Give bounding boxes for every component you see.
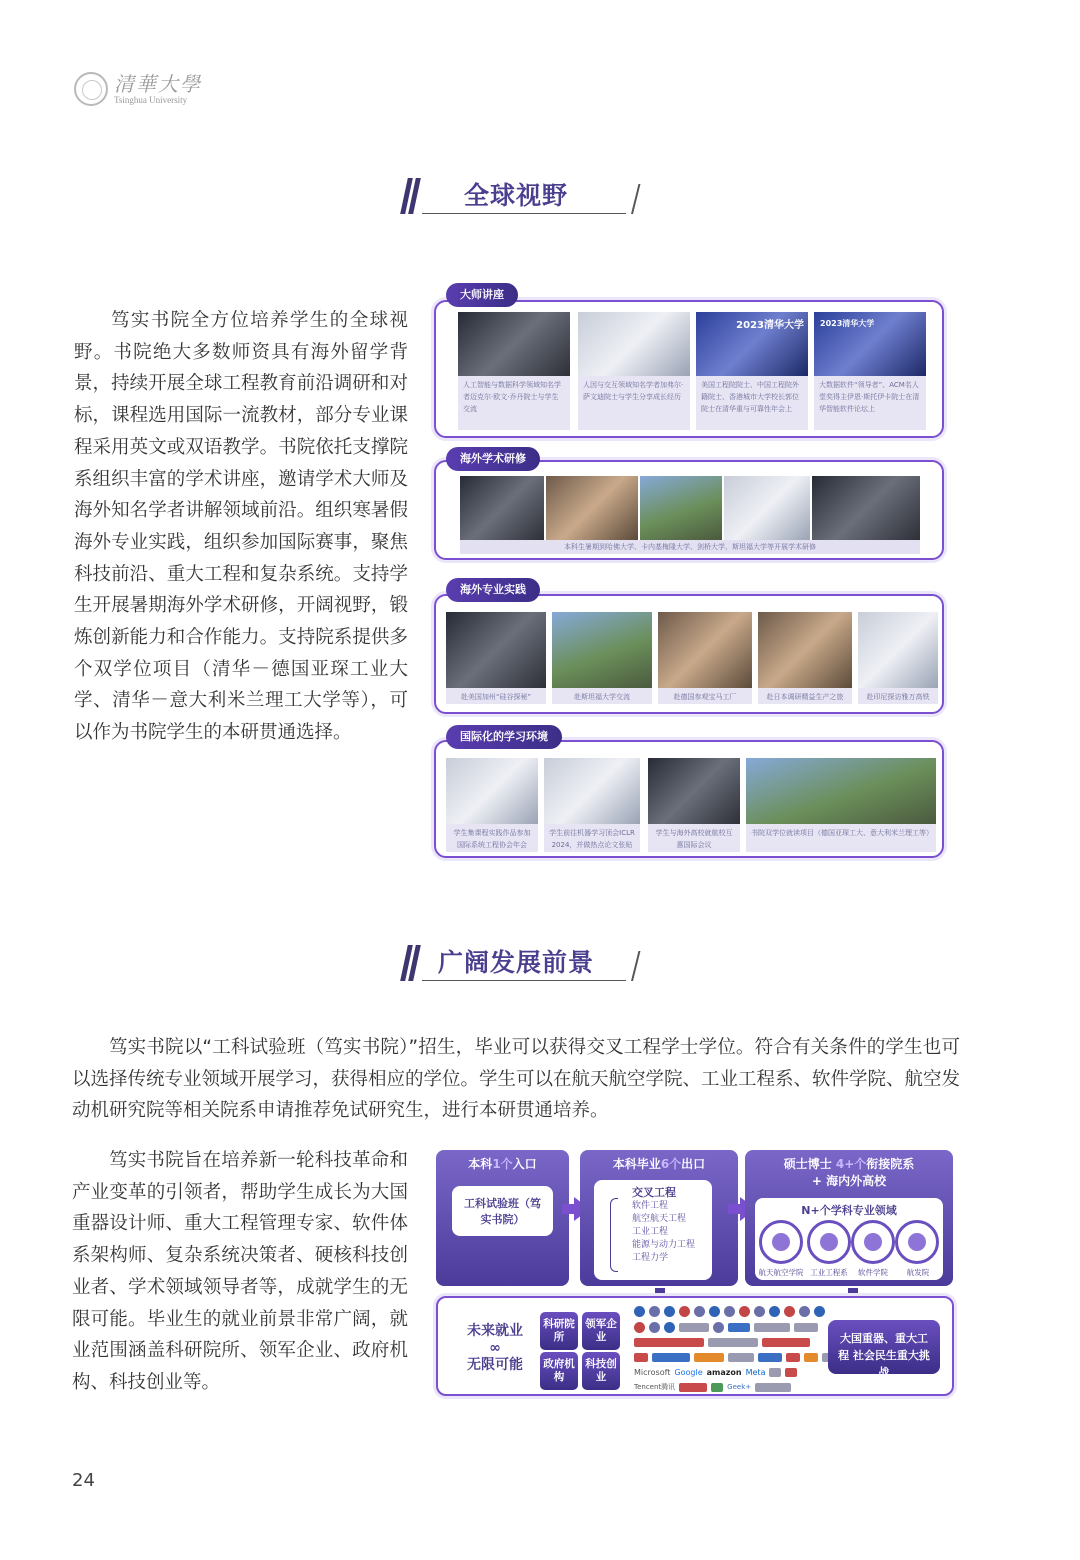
employer-logos <box>634 1353 836 1362</box>
exit-list: 交叉工程 软件工程 航空航天工程 工业工程 能源与动力工程 工程力学 <box>594 1180 712 1280</box>
section-heading-prospects <box>400 943 632 983</box>
grad-heading: 硕士博士 4+个衔接院系 + 海内外高校 <box>783 1157 915 1188</box>
government-badge: 政府机构 <box>540 1352 578 1390</box>
photo-caption: 学生与海外高校就航校互惠国际会议 <box>648 824 740 852</box>
prospects-paragraph-1: 笃实书院以“工科试验班（笃实书院）”招生，毕业可以获得交叉工程学士学位。符合有关条件的学生也可以选择传统专业领域开展学习，获得相应的学位。学生可以在航天航空学院、工业工程系、软件学院、航空发动机研究院等相关院系申请推荐免试研究生，进行本研贯通培养。 <box>72 1037 961 1122</box>
entry-label: 工科试验班（笃实书院） <box>452 1186 553 1236</box>
brace-icon <box>610 1198 618 1272</box>
photo-caption: 人因与交互领域知名学者加弗尔·萨文迪院士与学生分享成长经历 <box>578 376 690 430</box>
leading-enterprise-badge: 领军企业 <box>582 1312 620 1350</box>
aeroengine-emblem-icon <box>895 1220 939 1264</box>
photo-caption: 赴德国参观宝马工厂 <box>658 688 752 704</box>
global-vision-paragraph: 笃实书院全方位培养学生的全球视野。书院绝大多数师资具有海外留学背景，持续开展全球工程教育前沿调研和对标，课程选用国际一流教材，部分专业课程采用英文或双语教学。书院依托支撑院系组织丰富的学术讲座，邀请学术大师及海外知名学者讲解领域前沿。组织寒暑假海外专业实践，组织参加国际赛事，聚焦科技前沿、重大工程和复杂系统。支持学生开展暑期海外学术研修，开阔视野，锻炼创新能力和合作能力。支持院系提供多个双学位项目（清华－德国亚琛工业大学、清华－意大利米兰理工大学等），可以作为书院学生的本研贯通选择。 <box>74 310 408 744</box>
industrial-emblem-icon <box>807 1220 851 1264</box>
practice-photo <box>858 612 938 704</box>
tag-overseas-practice: 海外专业实践 <box>446 578 540 602</box>
photo-caption: 书院双学位就读项目（德国亚琛工大、意大利米兰理工等） <box>746 824 936 852</box>
section-heading-global <box>400 176 632 216</box>
lecture-photo <box>578 312 690 430</box>
aerospace-emblem-icon <box>759 1220 803 1264</box>
practice-photo <box>658 612 752 704</box>
research-photo <box>546 476 638 540</box>
logo-english: Tsinghua University <box>114 95 188 105</box>
brand-logos: Tencent腾讯 Geek+ <box>634 1382 791 1392</box>
entry-heading: 本科1个入口 <box>468 1157 537 1171</box>
exit-heading: 本科毕业6个出口 <box>612 1157 706 1171</box>
practice-photo <box>758 612 852 704</box>
photo-caption: 赴印尼探访雅万高铁 <box>858 688 938 704</box>
photo-caption: 学生前往机器学习顶会ICLR 2024，并做热点论文张贴 <box>544 824 640 852</box>
photo-caption: 赴斯坦福大学交流 <box>552 688 652 704</box>
environment-photo <box>544 758 640 852</box>
practice-photo <box>552 612 652 704</box>
photo-caption: 美国工程院院士、中国工程院外籍院士、香港城市大学校长郭位院士在清华重与可靠性年会上 <box>696 376 808 430</box>
employer-logos <box>634 1322 818 1333</box>
logo-chinese: 清華大學 <box>114 72 202 96</box>
grad-box <box>745 1150 953 1286</box>
research-photo <box>640 476 722 540</box>
photo-caption: 人工智能与数据科学领域知名学者迈克尔·欧文·乔丹院士与学生交流 <box>458 376 570 430</box>
photo-caption: 大数据软件“领导者”、ACM名人堂奖得主伊恩·斯托伊卡院士在清华智能软件论坛上 <box>814 376 926 430</box>
future-text: 未来就业 ∞ 无限可能 <box>467 1323 523 1373</box>
tag-lectures: 大师讲座 <box>446 283 518 307</box>
entry-box <box>436 1150 569 1286</box>
lecture-photo: 2023清华大学 美国工程院院士、中国工程院外籍院士、香港城市大学校长郭位院士在清华重与可靠性年会上 <box>696 312 808 430</box>
environment-panel <box>434 740 944 858</box>
exit-box <box>580 1150 738 1286</box>
tag-intl-environment: 国际化的学习环境 <box>446 725 562 749</box>
research-institute-badge: 科研院所 <box>540 1312 578 1350</box>
lecture-panel <box>434 300 944 438</box>
section-title: 广阔发展前景 <box>437 948 594 977</box>
software-emblem-icon <box>851 1220 895 1264</box>
prospects-paragraph-2: 笃实书院旨在培养新一轮科技革命和产业变革的引领者，帮助学生成长为大国重器设计师、重大工程管理专家、软件体系架构师、复杂系统决策者、硬核科技创业者、学术领域领导者等，成就学生的无限可能。毕业生的就业前景非常广阔，就业范围涵盖科研院所、领军企业、政府机构、科技创业等。 <box>72 1150 408 1393</box>
lecture-photo <box>458 312 570 430</box>
research-photo <box>812 476 920 540</box>
research-photo <box>460 476 544 540</box>
grad-fields: N+个学科专业领域 航天航空学院 工业工程系 软件学院 航发院 <box>755 1198 943 1280</box>
employer-logos <box>634 1306 825 1317</box>
brand-logos: Microsoft Google amazon Meta <box>634 1368 797 1377</box>
photo-caption: 赴日本调研精益生产之旅 <box>758 688 852 704</box>
research-caption: 本科生暑期到哈佛大学、卡内基梅隆大学、剑桥大学、斯坦福大学等开展学术研修 <box>460 540 920 554</box>
tsinghua-logo <box>74 72 202 106</box>
tech-startup-badge: 科技创业 <box>582 1352 620 1390</box>
research-panel <box>434 460 944 560</box>
future-panel <box>436 1296 954 1396</box>
lecture-photo: 2023清华大学 大数据软件“领导者”、ACM名人堂奖得主伊恩·斯托伊卡院士在清华智能软件论坛上 <box>814 312 926 430</box>
research-photo <box>724 476 810 540</box>
section-title: 全球视野 <box>463 181 568 210</box>
tag-overseas-research: 海外学术研修 <box>446 447 540 471</box>
environment-photo <box>446 758 538 852</box>
environment-photo <box>746 758 936 852</box>
goal-box: 大国重器、重大工程 社会民生重大挑战 <box>828 1320 940 1374</box>
practice-panel <box>434 594 944 714</box>
practice-photo <box>446 612 546 704</box>
seal-icon <box>74 72 108 106</box>
photo-caption: 学生集课程实践作品参加国际系统工程协会年会 <box>446 824 538 852</box>
environment-photo <box>648 758 740 852</box>
page-number: 24 <box>72 1470 95 1491</box>
employer-logos <box>634 1338 810 1347</box>
photo-caption: 赴美国加州“硅谷探秘” <box>446 688 546 704</box>
